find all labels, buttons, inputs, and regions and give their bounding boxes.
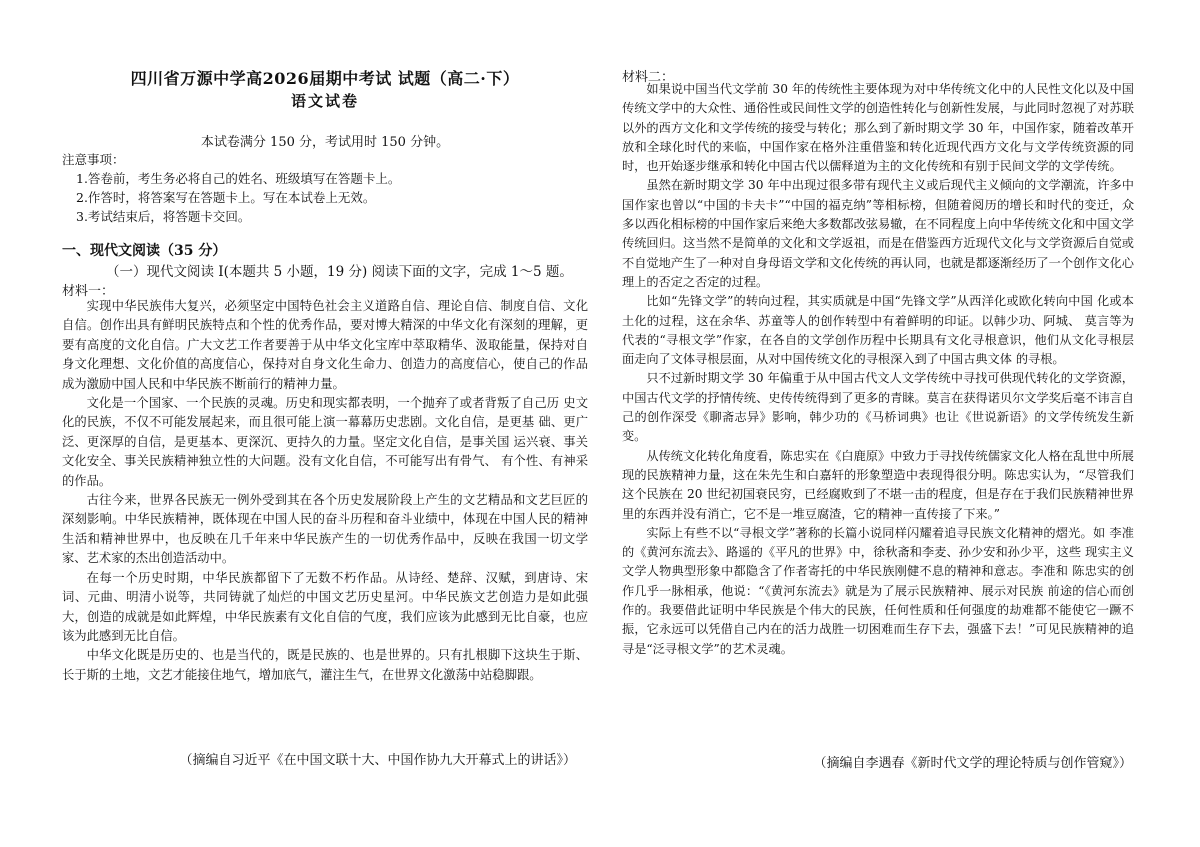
material1-label: 材料一： [62,284,115,299]
exam-meta: 本试卷满分 150 分，考试用时 150 分钟。 [200,135,450,150]
paragraph: 从传统文化转化角度看，陈忠实在《白鹿原》中致力于寻找传统儒家文化人格在乱世中所展现的民族精神力量，这在朱先生和白嘉轩的形象塑造中表现得很分明。陈忠实认为，“尽管我们这个民族在 20 世纪初国衰民穷，已经腐败到了不堪一击的程度，但是存在于我们民族精神世界里的东西并没有消亡，它不是一堆豆腐渣，它的精神一直传接了下来。” [622,448,1134,521]
paragraph: 比如“先锋文学”的转向过程，其实质就是中国“先锋文学”从西洋化或欧化转向中国 化或本土化的过程，这在余华、苏童等人的创作转型中有着鲜明的印证。以韩少功、阿城、 莫言等为代表的“寻根文学”作家，在各自的文学创作历程中长期具有文化寻根意识，他们从文化寻根层面走向了文体寻根层面，从对中国传统文化的寻根深入到了中国古典文体 的寻根。 [622,294,1134,367]
note-item: 1.答卷前，考生务必将自己的姓名、班级填写在答题卡上。 [76,171,401,186]
exam-title: 四川省万源中学高2026届期中考试 试题（高二·下） [130,69,520,88]
paragraph: 如果说中国当代文学前 30 年的传统性主要体现为对中华传统文化中的人民性文化以及中国传统文学中的大众性、通俗性或民间性文学的创造性转化与创新性发展，与此同时忽视了对苏联以外的西方文化和文学传统的接受与转化；那么到了新时期文学 30 年，中国作家，随着改革开放和全球化时代的来临，中国作家在格外注重借鉴和转化近现代西方文化与文学传统资源的同时，也开始逐步继承和转化中国古代以儒释道为主的文化传统和有别于民间文学的文学传统。 [622,82,1134,174]
material2-text [622,80,1134,659]
note-item: 3.考试结束后，将答题卡交回。 [76,209,251,224]
notes-block [62,150,588,226]
paragraph: 虽然在新时期文学 30 年中出现过很多带有现代主义或后现代主义倾向的文学潮流，许多中国作家也曾以“中国的卡夫卡”“中国的福克纳”等相标榜，但随着阅历的增长和时代的变迁，众多以西化相标榜的中国作家后来绝大多数都改弦易辙，在不同程度上向中华传统文化和中国文学传统回归。这当然不是简单的文化和文学返祖，而是在借鉴西方近现代文化与文学资源后自觉或不自觉地产生了一种对自身母语文学和文化传统的再认同，也就是都逐渐经历了一个创作文化心理上的否定之否定的过程。 [622,178,1134,289]
paragraph: 实现中华民族伟大复兴，必须坚定中国特色社会主义道路自信、理论自信、制度自信、文化自信。创作出具有鲜明民族特点和个性的优秀作品，要对博大精深的中华文化有深刻的理解，更要有高度的文化自信。广大文艺工作者要善于从中华文化宝库中萃取精华、汲取能量，保持对自身文化理想、文化价值的高度信心，保持对自身文化生命力、创造力的高度信心，使自己的作品成为激励中国人民和中华民族不断前行的精神力量。 [62,299,588,391]
section-heading: 一、现代文阅读（35 分） [62,243,227,259]
subsection-heading: （一）现代文阅读 I(本题共 5 小题，19 分) 阅读下面的文字，完成 1～5 题。 [106,264,573,280]
exam-subtitle: 语文试卷 [290,92,359,110]
notes-heading: 注意事项： [62,152,125,167]
note-item: 2.作答时，将答案写在答题卡上。写在本试卷上无效。 [76,190,376,205]
material2-label: 材料二： [622,70,675,85]
material1-text [62,297,588,685]
paragraph: 文化是一个国家、一个民族的灵魂。历史和现实都表明，一个抛弃了或者背叛了自己历 史文化的民族，不仅不可能发展起来，而且很可能上演一幕幕历史悲剧。文化自信，是更基 础、更广泛、更深厚的自信，是更基本、更深沉、更持久的力量。坚定文化自信，是事关国 运兴衰、事关文化安全、事关民族精神独立性的大问题。没有文化自信，不可能写出有骨气、 有个性、有神采的作品。 [62,396,588,488]
material1-source: （摘编自习近平《在中国文联十大、中国作协九大开幕式上的讲话》） [179,753,576,768]
paragraph: 在每一个历史时期，中华民族都留下了无数不朽作品。从诗经、楚辞、汉赋，到唐诗、宋词、元曲、明清小说等，共同铸就了灿烂的中国文艺历史星河。中华民族文艺创造力是如此强大，创造的成就是如此辉煌，中华民族素有文化自信的气度，我们应该为此感到无比自豪，也应该为此感到无比自信。 [62,570,588,643]
paragraph: 只不过新时期文学 30 年偏重于从中国古代文人文学传统中寻找可供现代转化的文学资源，中国古代文学的抒情传统、史传传统得到了更多的青睐。莫言在获得诺贝尔文学奖后毫不讳言自己的创作深受《聊斋志异》影响，韩少功的《马桥词典》也让《世说新语》的文学传统发生新变。 [622,371,1134,444]
material2-source: （摘编自李遇春《新时代文学的理论特质与创作管窥》） [813,756,1132,771]
paragraph: 中华文化既是历史的、也是当代的，既是民族的、也是世界的。只有扎根脚下这块生于斯、长于斯的土地，文艺才能接住地气，增加底气，灌注生气，在世界文化激荡中站稳脚跟。 [62,648,588,682]
paragraph: 古往今来，世界各民族无一例外受到其在各个历史发展阶段上产生的文艺精品和文艺巨匠的深刻影响。中华民族精神，既体现在中国人民的奋斗历程和奋斗业绩中，体现在中国人民的精神生活和精神世界中，也反映在几千年来中华民族产生的一切优秀作品中，反映在我国一切文学家、艺术家的杰出创造活动中。 [62,493,588,566]
paragraph: 实际上有些不以“寻根文学”著称的长篇小说同样闪耀着追寻民族文化精神的熠光。如 李准的《黄河东流去》、路遥的《平凡的世界》中，徐秋斋和李麦、孙少安和孙少平，这些 现实主义文学人物典型形象中都隐含了作者寄托的中华民族刚健不息的精神和意志。李准和 陈忠实的创作几乎一脉相承，他说：“《黄河东流去》就是为了展示民族精神、展示对民族 前途的信心而创作的。我要借此证明中华民族是个伟大的民族，任何性质和任何强度的劫难都不能使它一蹶不振，它永远可以凭借自己内在的活力战胜一切困难而生存下去，强盛下去！”可见民族精神的追寻是“泛寻根文学”的艺术灵魂。 [622,525,1134,656]
